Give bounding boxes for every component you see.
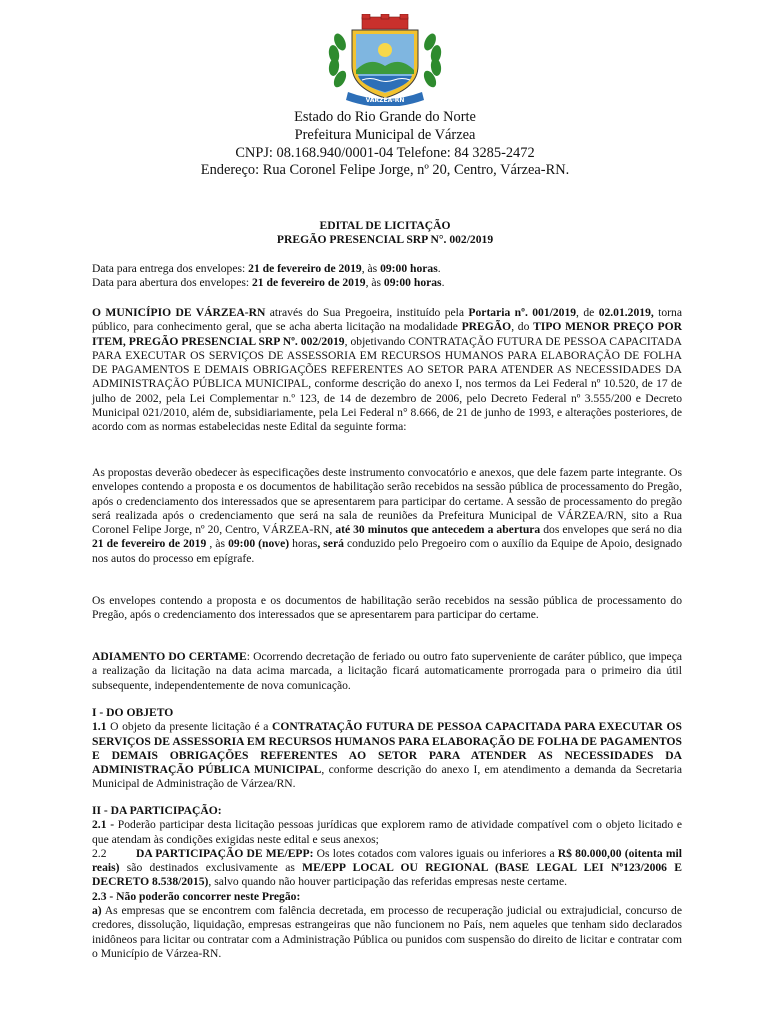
section-participacao	[92, 804, 682, 961]
municipality-bold: O MUNICÍPIO DE VÁRZEA-RN	[92, 306, 266, 319]
state-name: Estado do Rio Grande do Norte	[294, 109, 476, 125]
opening-date-line	[92, 276, 682, 290]
opening-sep: , às	[365, 276, 384, 290]
proposals-text-1: As propostas deverão obedecer às especificações deste instrumento convocatório e anexos, que dele fazem parte integrante. Os envelopes contendo a proposta e os documentos de habilitação serão recebidos na sessão pública de processamento do Pregão, após o credenciamento dos interessados que se apresentarem para participar do certame. A sessão de processamento do pregão será realizada após o credenciamento que será na sala de reuniões da Prefeitura Municipal de VÁRZEA/RN, sito a Rua Coronel Felipe Jorge, nº 20, Centro, VÁRZEA-RN,	[92, 466, 682, 537]
section-1-heading	[92, 706, 682, 720]
clause-2-1-text: Poderão participar desta licitação pessoas jurídicas que explorem ramo de atividade compatível com o objeto licitado e que atendam às condições exigidas neste edital e seus anexos;	[92, 818, 682, 846]
address: Endereço: Rua Coronel Felipe Jorge, nº 20, Centro, Várzea-RN.	[200, 162, 570, 179]
clause-2-2-value: R$ 80.000,00 (oitenta mil reais)	[92, 846, 682, 875]
envelope-dates	[92, 262, 682, 291]
delivery-date-line	[92, 262, 682, 276]
section-objeto	[92, 706, 682, 792]
clause-2-3-title: 2.3 - Não poderão concorrer neste Pregão:	[92, 889, 301, 903]
clause-2-1-number: 2.1 -	[92, 818, 115, 832]
delivery-sep: , às	[361, 262, 381, 275]
proposals-date-bold: 21 de fevereiro de 2019	[92, 537, 207, 551]
adiamento-label: ADIAMENTO DO CERTAME	[92, 650, 247, 663]
clause-2-3-a-label: a)	[92, 904, 102, 918]
opening-date: 21 de fevereiro de 2019	[252, 276, 366, 290]
proposals-bold-1: até 30 minutos que antecedem a abertura	[335, 523, 541, 537]
clause-2-2-legal-base: ME/EPP LOCAL OU REGIONAL (BASE LEGAL LEI Nº123/2006 E DECRETO 8.538/2015)	[92, 861, 682, 889]
clause-2-2-text-2: são destinados exclusivamente as	[119, 861, 303, 875]
proposals-comma: ,	[317, 537, 321, 551]
clause-2-2-text-3: , salvo quando não houver participação das referidas empresas neste certame.	[208, 875, 567, 889]
clause-1-1-text-2: , conforme descrição do anexo I, em atendimento a demanda da Secretaria Municipal de Administração de Várzea/RN.	[92, 763, 682, 791]
clause-2-2-heading: DA PARTICIPAÇÃO DE ME/EPP:	[136, 846, 314, 860]
clause-2-2-text-1: Os lotes cotados com valores iguais ou inferiores a	[313, 846, 558, 860]
clause-1-1-bold: CONTRATAÇÃO FUTURA DE PESSOA CAPACITADA PARA EXECUTAR OS SERVIÇOS DE ASSESSORIA EM RECURSOS HUMANOS PARA ELABORAÇÃO DE FOLHA DE PAGAMENTOS E DEMAIS OBRIGAÇÕES REFERENTES AO SETOR PARA ATENDER AS NECESSIDADES DA ADMINISTRAÇÃO PÚBLICA MUNICIPAL	[92, 720, 682, 777]
adiamento-text: : Ocorrendo decretação de feriado ou outro fato superveniente de caráter público, que impeça a realização da licitação na data acima marcada, a licitação ficará automaticamente prorrogada para o primeiro dia útil subsequente, independentemente de nova comunicação.	[92, 650, 682, 692]
delivery-label: Data para entrega dos envelopes:	[92, 262, 249, 275]
pregao-bold: PREGÃO	[461, 320, 512, 334]
delivery-end: .	[437, 262, 441, 275]
seal-banner-text: VÁRZEA-RN	[365, 97, 405, 104]
proposals-text-3: , às	[206, 537, 229, 551]
intro-text-5: , objetivando CONTRATAÇÃO FUTURA DE PESSOA CAPACITADA PARA EXECUTAR OS SERVIÇOS DE ASSESSORIA EM RECURSOS HUMANOS PARA ELABORAÇÃO DE FOLHA DE PAGAMENTOS E DEMAIS OBRIGAÇÕES REFERENTES AO SETOR PARA ATENDER AS NECESSIDADES DA ADMINISTRAÇÃO PÚBLICA MUNICIPAL, conforme descrição do anexo I, nos termos da Lei Federal nº 10.520, de 17 de julho de 2002, pela Lei Complementar n.º 123, de 14 de dezembro de 2006, pelo Decreto Federal nº 3.555/200 e Decreto Municipal 021/2010, além de, subsidiariamente, pela Lei Federal n° 8.666, de 21 de junho de 1993, e alterações posteriores, de acordo com as normas estabelecidas neste Edital da seguinte forma:	[92, 334, 682, 434]
clause-1-1-text-1: O objeto da presente licitação é a	[106, 720, 273, 734]
clause-2-2	[92, 847, 682, 890]
intro-text-1: através do Sua Pregoeira, instituído pela	[265, 306, 469, 319]
section-2-title: II - DA PARTICIPAÇÃO:	[92, 804, 222, 817]
proposals-text-4: horas	[289, 537, 318, 551]
opening-end: .	[441, 276, 445, 290]
clause-2-1	[92, 818, 682, 847]
intro-text-3: torna público, para conhecimento geral, que se acha aberta licitação na modalidade	[92, 306, 682, 334]
proposals-text-6: conduzido pelo Pregoeiro com o auxílio da Equipe de Apoio, designado nos autos do processo em epígrafe.	[92, 537, 682, 565]
portaria-date-bold: 02.01.2019,	[598, 306, 654, 319]
intro-paragraph	[92, 306, 682, 435]
proposals-sera-bold: será	[323, 537, 344, 551]
municipal-seal-icon	[318, 14, 452, 106]
clause-2-3-heading	[92, 890, 682, 904]
document-title	[0, 219, 770, 248]
clause-2-3-a-text: As empresas que se encontrem com falência decretada, em processo de recuperação judicial ou extrajudicial, concurso de credores, dissolução, liquidação, empresas estrangeiras que não funcionem no País, nem aqueles que tenham sido declarados inidôneos para licitar ou contratar com a Administração Pública ou punidos com suspensão do direito de licitar e contratar com o Município de Várzea-RN.	[92, 904, 682, 960]
cnpj-phone: CNPJ: 08.168.940/0001-04 Telefone: 84 3285-2472	[235, 144, 535, 161]
section-2-heading	[92, 804, 682, 818]
clause-2-3-a	[92, 904, 682, 961]
clause-1-1-number: 1.1	[92, 720, 107, 734]
clause-2-2-number: 2.2	[92, 846, 107, 860]
proposals-time-bold: 09:00 (nove)	[228, 537, 290, 551]
opening-time: 09:00 horas	[383, 276, 442, 290]
delivery-time: 09:00 horas	[380, 262, 438, 275]
adiamento-paragraph	[92, 650, 682, 693]
clause-1-1	[92, 720, 682, 791]
proposals-text-2: dos envelopes que será no dia	[540, 523, 682, 537]
tipo-bold: TIPO MENOR PREÇO POR ITEM, PREGÃO PRESENCIAL SRP Nº. 002/2019	[92, 320, 682, 348]
title-line-1: EDITAL DE LICITAÇÃO	[319, 219, 451, 232]
section-1-title: I - DO OBJETO	[92, 706, 174, 719]
opening-label: Data para abertura dos envelopes:	[92, 276, 252, 290]
proposals-paragraph	[92, 466, 682, 566]
letterhead	[0, 109, 770, 180]
municipality-name: Prefeitura Municipal de Várzea	[294, 126, 476, 143]
intro-text-4: , do	[511, 320, 534, 334]
envelopes-paragraph: Os envelopes contendo a proposta e os documentos de habilitação serão recebidos na sessão pública de processamento do Pregão, após o credenciamento dos interessados que se apresentarem para participar do certame.	[92, 594, 682, 622]
portaria-bold: Portaria nº. 001/2019	[468, 306, 577, 319]
delivery-date: 21 de fevereiro de 2019	[248, 262, 362, 275]
title-line-2: PREGÃO PRESENCIAL SRP N°. 002/2019	[276, 233, 494, 247]
intro-text-2: , de	[576, 306, 599, 319]
